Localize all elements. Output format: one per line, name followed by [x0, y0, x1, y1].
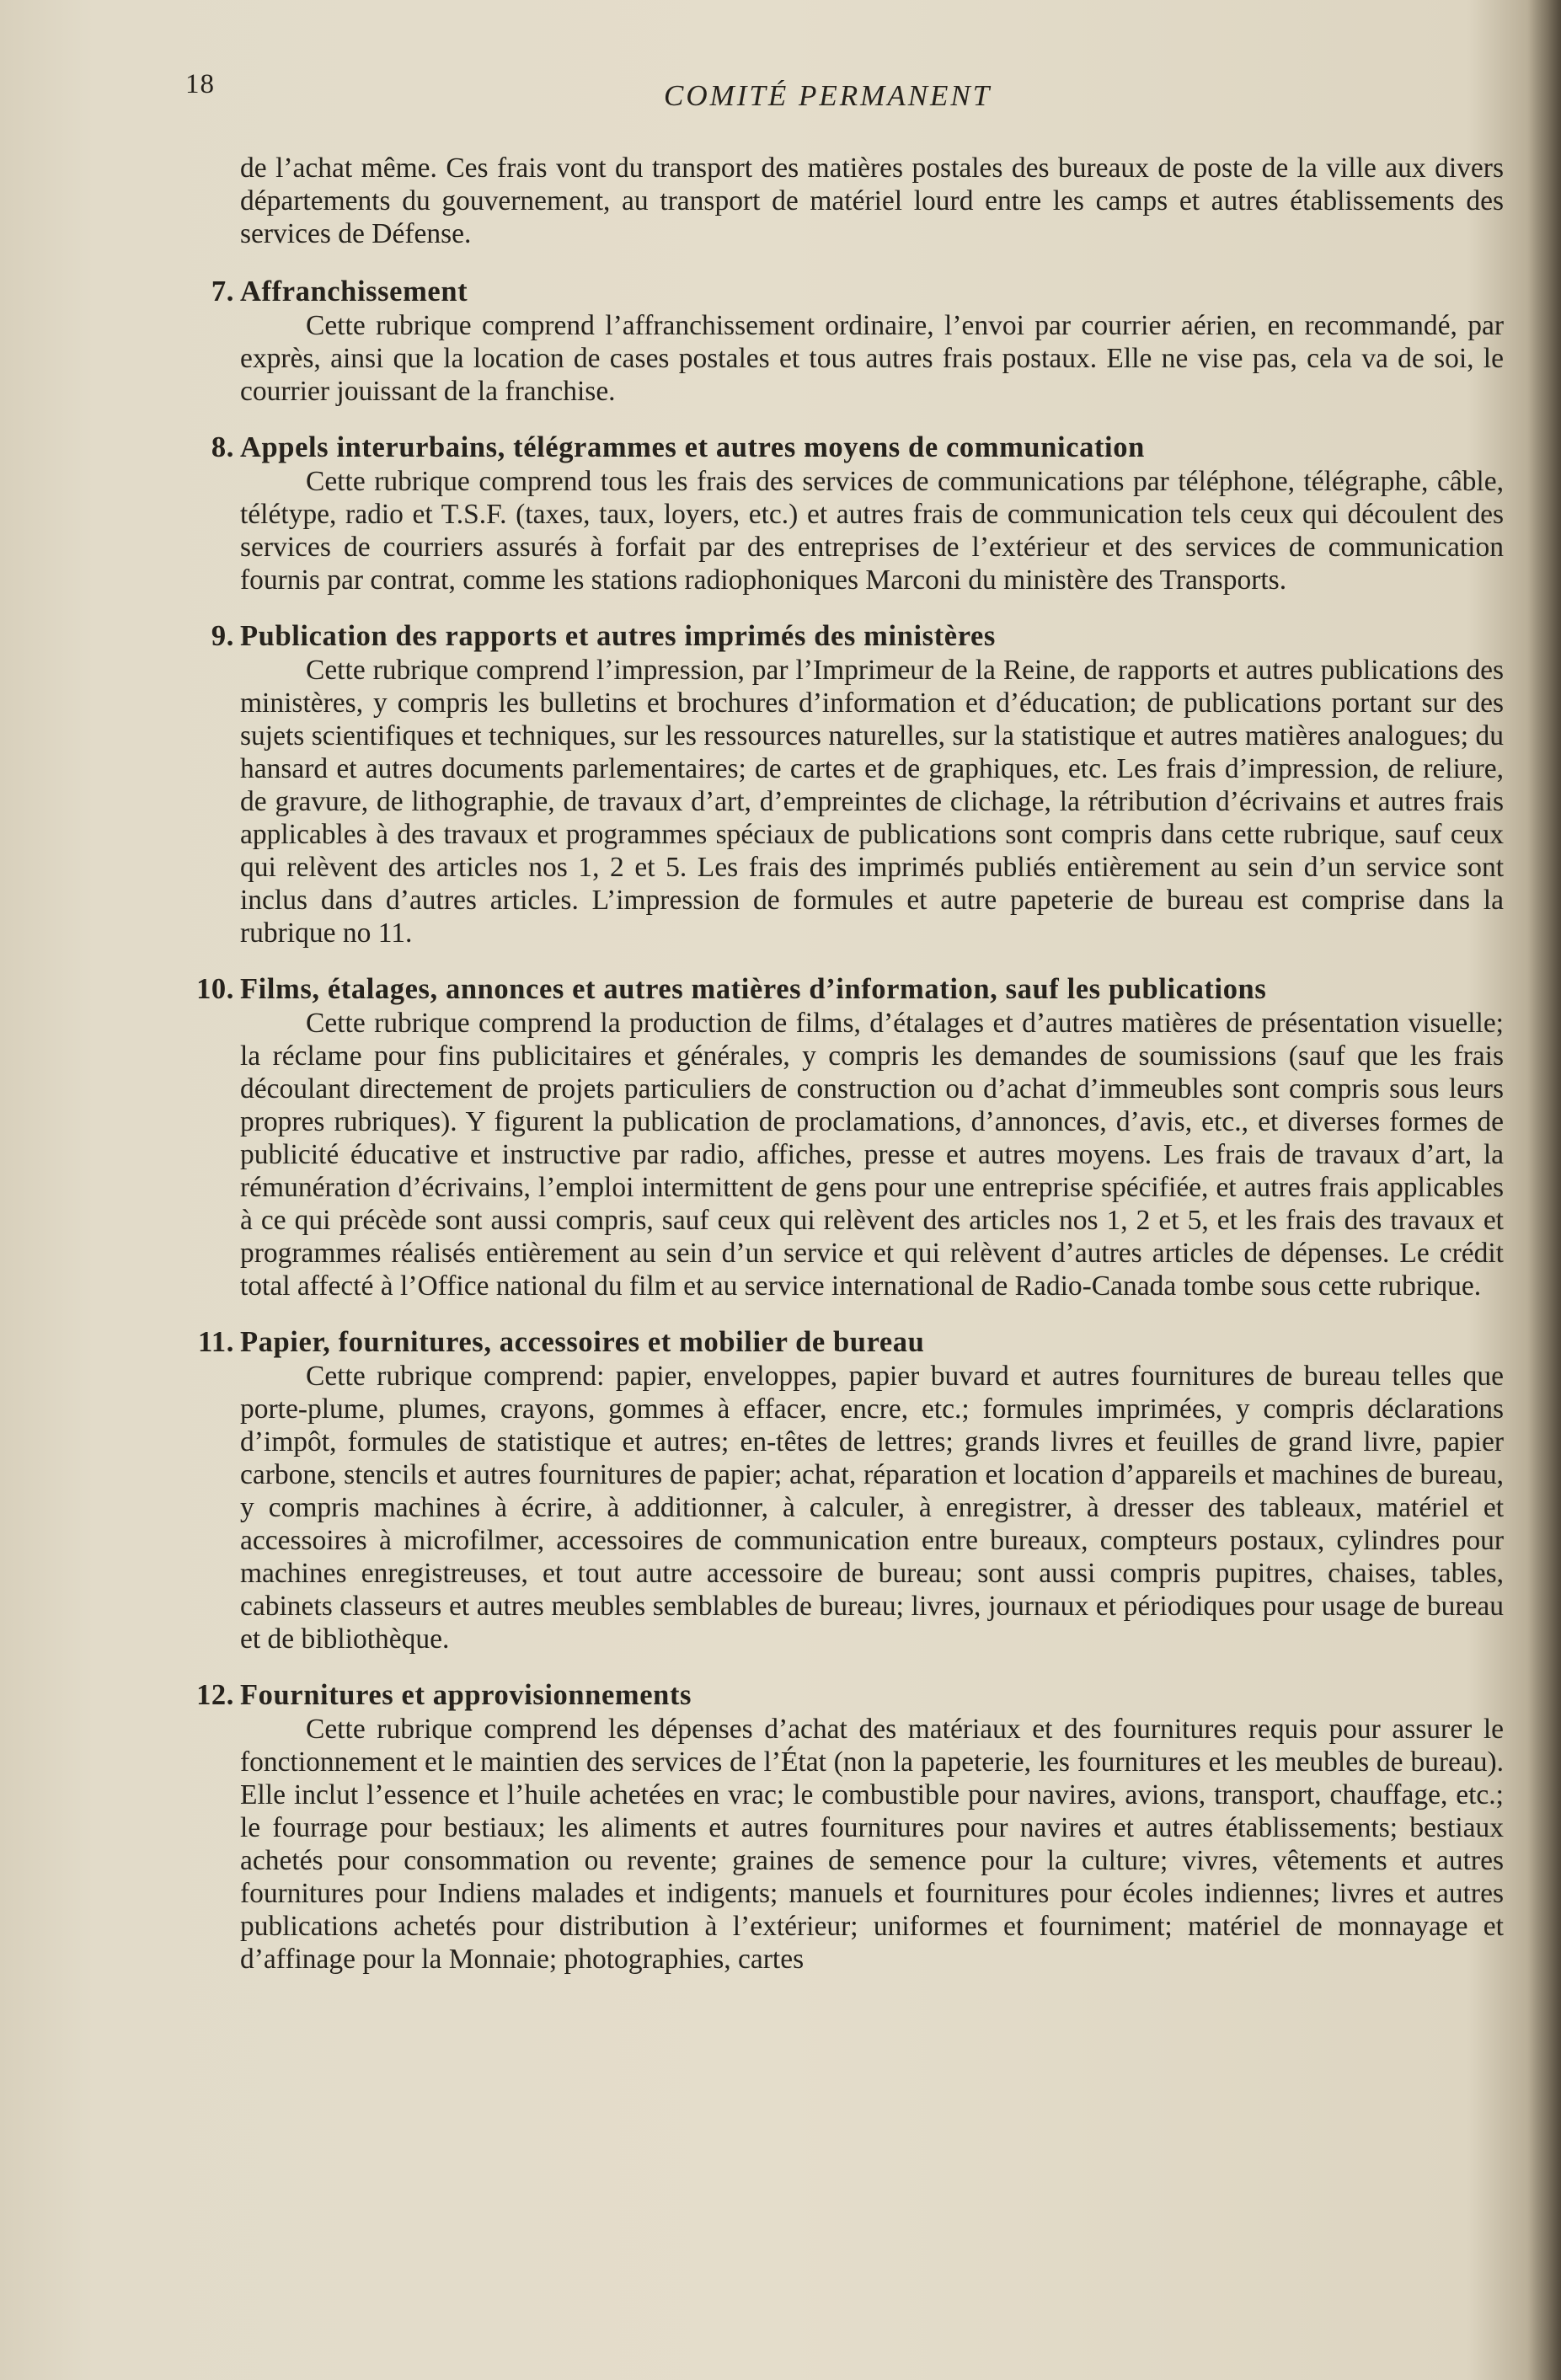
section-number: 11. — [197, 1326, 234, 1358]
section-title: Fournitures et approvisionnements — [240, 1679, 692, 1711]
section-number: 9. — [211, 620, 234, 652]
section-9 — [211, 618, 1504, 949]
section-heading — [196, 1677, 1504, 1713]
section-body: Cette rubrique comprend les dépenses d’achat des matériaux et des fournitures requis pour assurer le fonctionnement et le maintien des services de l’État (non la papeterie, les fournitures et les meubles de bureau). Elle inclut l’essence et l’huile achetées en vrac; le combustible pour navires, avions, transport, chauffage, etc.; le fourrage pour bestiaux; les aliments et autres fournitures pour navires et autres établissements; bestiaux achetés pour consommation ou revente; graines de semence pour la culture; vivres, vêtements et autres fournitures pour Indiens malades et indigents; manuels et fournitures pour écoles indiennes; livres et autres publications achetés pour distribution à l’extérieur; uniformes et fourniment; matériel de monnayage et d’affinage pour la Monnaie; photographies, cartes — [240, 1714, 1504, 1975]
section-body: Cette rubrique comprend: papier, enveloppes, papier buvard et autres fournitures de bureau telles que porte-plume, plumes, crayons, gommes à effacer, encre, etc.; formules imprimées, y compris déclarations d’impôt, formules de statistique et autres; en-têtes de lettres; grands livres et feuilles de grand livre, papier carbone, stencils et autres fournitures de papier; achat, réparation et location d’appareils et machines de bureau, y compris machines à écrire, à additionner, à calculer, à enregistrer, à dresser des tableaux, matériel et accessoires à microfilmer, accessoires de communication entre bureaux, compteurs postaux, cylindres pour machines enregistreuses, et tout autre accessoire de bureau; sont aussi compris pupitres, chaises, tables, cabinets classeurs et autres meubles semblables de bureau; livres, journaux et périodiques pour usage de bureau et de bibliothèque. — [240, 1361, 1504, 1655]
section-heading — [197, 1324, 1504, 1360]
section-7 — [211, 274, 1504, 408]
running-title: COMITÉ PERMANENT — [664, 79, 992, 112]
page-body — [196, 152, 1504, 1998]
section-12 — [196, 1677, 1504, 1976]
section-title: Affranchissement — [240, 275, 468, 308]
continued-paragraph: de l’achat même. Ces frais vont du transport des matières postales des bureaux de poste de la ville aux divers départements du gouvernement, au transport de matériel lourd entre les camps et autres établissements des services de Défense. — [240, 152, 1504, 249]
section-number: 12. — [196, 1679, 234, 1711]
section-heading — [211, 430, 1504, 465]
section-body: Cette rubrique comprend l’affranchissement ordinaire, l’envoi par courrier aérien, en recommandé, par exprès, ainsi que la location de cases postales et tous autres frais postaux. Elle ne vise pas, cela va de soi, le courrier jouissant de la franchise. — [240, 310, 1504, 407]
section-title: Appels interurbains, télégrammes et autres moyens de communication — [240, 431, 1145, 463]
page-edge-shadow — [1527, 0, 1561, 2380]
page-header — [185, 69, 1500, 120]
section-title: Papier, fournitures, accessoires et mobilier de bureau — [240, 1326, 925, 1358]
section-8 — [211, 430, 1504, 596]
section-number: 7. — [211, 275, 234, 308]
section-body: Cette rubrique comprend la production de films, d’étalages et d’autres matières de présentation visuelle; la réclame pour fins publicitaires et générales, y compris les demandes de soumissions (sauf que les frais découlant directement de projets particuliers de construction ou d’achat d’immeubles sont compris sous leurs propres rubriques). Y figurent la publication de proclamations, d’annonces, d’avis, etc., et diverses formes de publicité éducative et instructive par radio, affiches, presse et autres moyens. Les frais de travaux d’art, la rémunération d’écrivains, l’emploi intermittent de gens pour une entreprise spécifiée, et autres frais applicables à ce qui précède sont aussi compris, sauf ceux qui relèvent des articles nos 1, 2 et 5, et les frais des travaux et programmes réalisés entièrement au sein d’un service et qui relèvent d’autres articles de dépenses. Le crédit total affecté à l’Office national du film et au service international de Radio-Canada tombe sous cette rubrique. — [240, 1008, 1504, 1302]
section-heading — [211, 274, 1504, 309]
section-10 — [196, 971, 1504, 1302]
section-title: Films, étalages, annonces et autres matières d’information, sauf les publications — [240, 973, 1267, 1005]
section-heading — [211, 618, 1504, 654]
section-number: 10. — [196, 973, 234, 1005]
section-number: 8. — [211, 431, 234, 463]
section-11 — [197, 1324, 1504, 1655]
section-heading — [196, 971, 1504, 1007]
page-number: 18 — [185, 69, 215, 99]
section-title: Publication des rapports et autres imprimés des ministères — [240, 620, 996, 652]
section-body: Cette rubrique comprend l’impression, par l’Imprimeur de la Reine, de rapports et autres publications des ministères, y compris les bulletins et brochures d’information et d’éducation; de publications portant sur des sujets scientifiques et techniques, sur les ressources naturelles, sur la statistique et autres matières analogues; du hansard et autres documents parlementaires; de cartes et de graphiques, etc. Les frais d’impression, de reliure, de gravure, de lithographie, de travaux d’art, d’empreintes de clichage, la rétribution d’écrivains et autres frais applicables à des travaux et programmes spéciaux de publications sont compris dans cette rubrique, sauf ceux qui relèvent des articles nos 1, 2 et 5. Les frais des imprimés publiés entièrement au sein d’un service sont inclus dans d’autres articles. L’impression de formules et autre papeterie de bureau est comprise dans la rubrique no 11. — [240, 655, 1504, 949]
section-body: Cette rubrique comprend tous les frais des services de communications par téléphone, télégraphe, câble, télétype, radio et T.S.F. (taxes, taux, loyers, etc.) et autres frais de communication tels ceux qui découlent des services de courriers assurés à forfait par des entreprises de l’extérieur et des services de communication fournis par contrat, comme les stations radiophoniques Marconi du ministère des Transports. — [240, 466, 1504, 596]
